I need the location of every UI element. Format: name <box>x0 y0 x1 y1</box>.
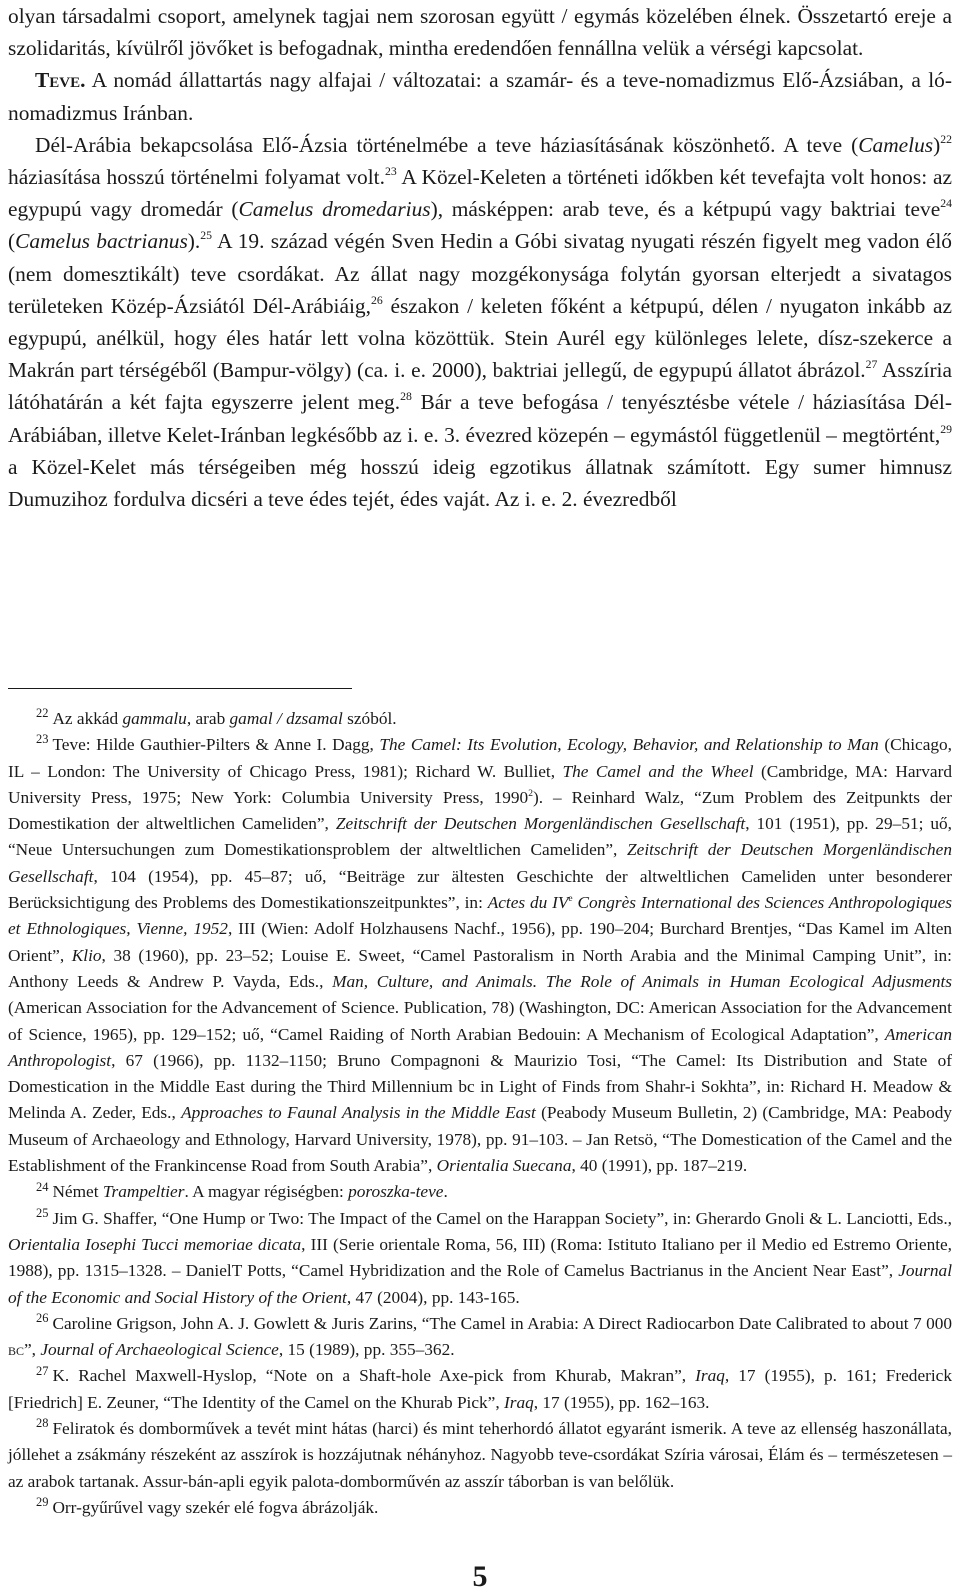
footnote-separator <box>8 688 352 689</box>
document-page <box>8 0 953 1593</box>
footnote-number: 26 <box>36 1310 49 1325</box>
footnote-number: 29 <box>36 1495 49 1510</box>
footnote-25: $^{25}$ Jim G. Shaffer, “One Hump or Two: The Impact of the Camel on the Harappan Society”, in: Gherardo Gnoli & L. Lanciotti, Eds., Orientalia Iosephi Tucci memoriae dicata, III (Serie orientale Roma, 56, III) (Roma: Istituto Italiano per il Medio ed Estremo Oriente, 1988), pp. 1315–1328. – DanielT Potts, “Camel Hybridization and the Role of Camelus Bactrianus in the Ancient Near East”, Journal of the Economic and Social History of the Orient, 47 (2004), pp. 143-165. <box>8 1205 952 1307</box>
footnote-ref-24[interactable]: 24 <box>940 197 952 211</box>
footnote-number: 22 <box>36 706 49 721</box>
footnote-28: $^{28}$ Feliratok és domborművek a tevét mint hátas (harci) és mint teherhordó állatot egyaránt ismerik. A teve az ellenség haszonállata, jóllehet a zsákmány részeként az asszírok is hozzájutnak néhányhoz. Nagyobb teve-csordákat Szíria városai, Élám és – természetesen – az arabok tartanak. Assur-bán-apli egyik palota-domborművén az asszír táborban is van belőlük. <box>8 1416 952 1491</box>
footnote-ref-22[interactable]: 22 <box>940 133 952 146</box>
footnote-24: $^{24}$ Német Trampeltier. A magyar régiségben: poroszka-teve. <box>36 1179 448 1202</box>
footnote-29: $^{29}$ Orr-gyűrűvel vagy szekér elé fogva ábrázolják. <box>36 1495 379 1517</box>
footnote-number: 28 <box>36 1416 49 1431</box>
footnote-number: 24 <box>36 1179 49 1194</box>
footnote-ref-23[interactable]: 23 <box>384 165 397 179</box>
footnote-26: $^{26}$ Caroline Grigson, John A. J. Gowlett & Juris Zarins, “The Camel in Arabia: A Direct Radiocarbon Date Calibrated to about 7 000 bc”, Journal of Archaeological Science, 15 (1989), pp. 355–362. <box>8 1310 952 1360</box>
footnote-ref-27[interactable]: 27 <box>865 358 878 372</box>
footnote-23: $^{23}$ Teve: Hilde Gauthier-Pilters & Anne I. Dagg, The Camel: Its Evolution, Ecology, Behavior, and Relationship to Man (Chicago, IL – London: The University of Chicago Press, 1981); Richard W. Bulliet, The Camel and the Wheel (Cambridge, MA: Harvard University Press, 1975; New York: Columbia University Press, 1990$^2$). – Reinhard Walz, “Zum Problem des Zeitpunkts der Domestikation der altweltlichen Cameliden”, Zeitschrift der Deutschen Morgenländischen Gesellschaft, 101 (1951), pp. 29–51; uő, “Neue Untersuchungen zum Domestikationsproblem der altweltlichen Cameliden”, Zeitschrift der Deutschen Morgenländischen Gesellschaft, 104 (1954), pp. 45–87; uő, “Beiträge zur ältesten Geschichte der altweltlichen Cameliden unter besonderer Berücksichtigung des Problems des Domestikationszeitpunktes”, in: Actes du IVe Congrès International des Sciences Anthropologiques et Ethnologiques, Vienne, 1952, III (Wien: Adolf Holzhausens Nachf., 1956), pp. 190–204; Burchard Brentjes, “Das Kamel im Alten Orient”, Klio, 38 (1960), pp. 23–52; Louise E. Sweet, “Camel Pastoralism in North Arabia and the Minimal Camping Unit”, in: Anthony Leeds & Andrew P. Vayda, Eds., Man, Culture, and Animals. The Role of Animals in Human Ecological Adjusments (American Association for the Advancement of Science. Publication, 78) (Washington, DC: American Association for the Advancement of Science, 1965), pp. 129–152; uő, “Camel Raiding of North Arabian Bedouin: A Mechanism of Ecological Adaptation”, American Anthropologist, 67 (1966), pp. 1132–1150; Bruno Compagnoni & Maurizio Tosi, “The Camel: Its Distribution and State of Domestication in the Middle East during the Third Millennium bc in Light of Finds from Shahr-i Sokhta”, in: Richard H. Meadow & Melinda A. Zeder, Eds., Approaches to Faunal Analysis in the Middle East (Peabody Museum Bulletin, 2) (Cambridge, MA: Peabody Museum of Archaeology and Ethnology, Harvard University, 1978), pp. 91–103. – Jan Retsö, “The Domestication of the Camel and the Establishment of the Frankincense Road from South Arabia”, Orientalia Suecana, 40 (1991), pp. 187–219. <box>8 732 953 1176</box>
footnote-number: 27 <box>36 1363 49 1378</box>
footnote-number: 23 <box>36 732 49 747</box>
paragraph-1: olyan társadalmi csoport, amelynek tagjai nem szorosan együtt / egymás közelében élnek. Összetartó ereje a szolidaritás, kívülről jövőket is befogadnak, mintha eredendően fennállna velük a vérségi kapcsolat. <box>8 4 952 61</box>
footnote-27: $^{27}$ K. Rachel Maxwell-Hyslop, “Note on a Shaft-hole Axe-pick from Khurab, Makran”, Iraq, 17 (1955), p. 161; Frederick [Friedrich] E. Zeuner, “The Identity of the Camel on the Khurab Pick”, Iraq, 17 (1955), pp. 162–163. <box>8 1363 952 1412</box>
paragraph-3: Dél-Arábia bekapcsolása Elő-Ázsia történelmébe a teve háziasításának köszönhető. A teve (Camelus)$^{22}$ háziasítása hosszú történelmi folyamat volt.$^{23}$ A Közel-Keleten a történeti időkben két tevefajta volt honos: az egypupú vagy dromedár (Camelus dromedarius), másképpen: arab teve, és a kétpupú vagy baktriai teve$^{24}$ (Camelus bactrianus).$^{25}$ A 19. század végén Sven Hedin a Góbi sivatag nyugati részén figyelt meg vadon élő (nem domesztikált) teve csordákat. Az állat nagy mozgékonysága folytán gyorsan elterjedt a sivatagos területeken Közép-Ázsiától Dél-Arábiáig,$^{26}$ északon / keleten főként a kétpupú, délen / nyugaton inkább az egypupú, anélkül, hogy éles határ lett volna közöttük. Stein Aurél egy különleges lelete, dísz-szekerce a Makrán part térségéből (Bampur-völgy) (ca. i. e. 2000), baktriai jellegű, de egypupú állatot ábrázol.$^{27}$ Asszíria látóhatárán a két fajta egyszerre jelent meg.$^{28}$ Bár a teve befogása / tenyésztésbe vétele / háziasítása Dél-Arábiában, illetve Kelet-Iránban legkésőbb az i. e. 3. évezred közepén – egymástól függetlenül – megtörtént,$^{29}$ a Közel-Kelet más térségeiben még hosszú ideig egzotikus állatnak számított. Egy sumer himnusz Dumuzihoz fordulva dicséri a teve édes tejét, édes vaját. Az i. e. 2. évezredből <box>8 132 952 512</box>
footnotes <box>8 706 952 1521</box>
footnote-ref-25[interactable]: 25 <box>200 229 213 243</box>
section-head-teve: Teve. <box>35 68 86 93</box>
footnote-ref-26[interactable]: 26 <box>370 294 383 308</box>
footnote-number: 25 <box>36 1205 49 1220</box>
footnote-ref-29[interactable]: 29 <box>940 422 952 436</box>
page-number: 5 <box>472 1560 488 1593</box>
paragraph-teve: Teve. A nomád állattartás nagy alfajai / változatai: a szamár- és a teve-nomadizmus Elő-Ázsiában, a ló-nomadizmus Iránban. <box>8 68 952 125</box>
footnote-22: $^{22}$ Az akkád gammalu, arab gamal / dzsamal szóból. <box>36 706 397 728</box>
footnote-ref-28[interactable]: 28 <box>400 390 412 404</box>
main-text <box>8 0 952 515</box>
